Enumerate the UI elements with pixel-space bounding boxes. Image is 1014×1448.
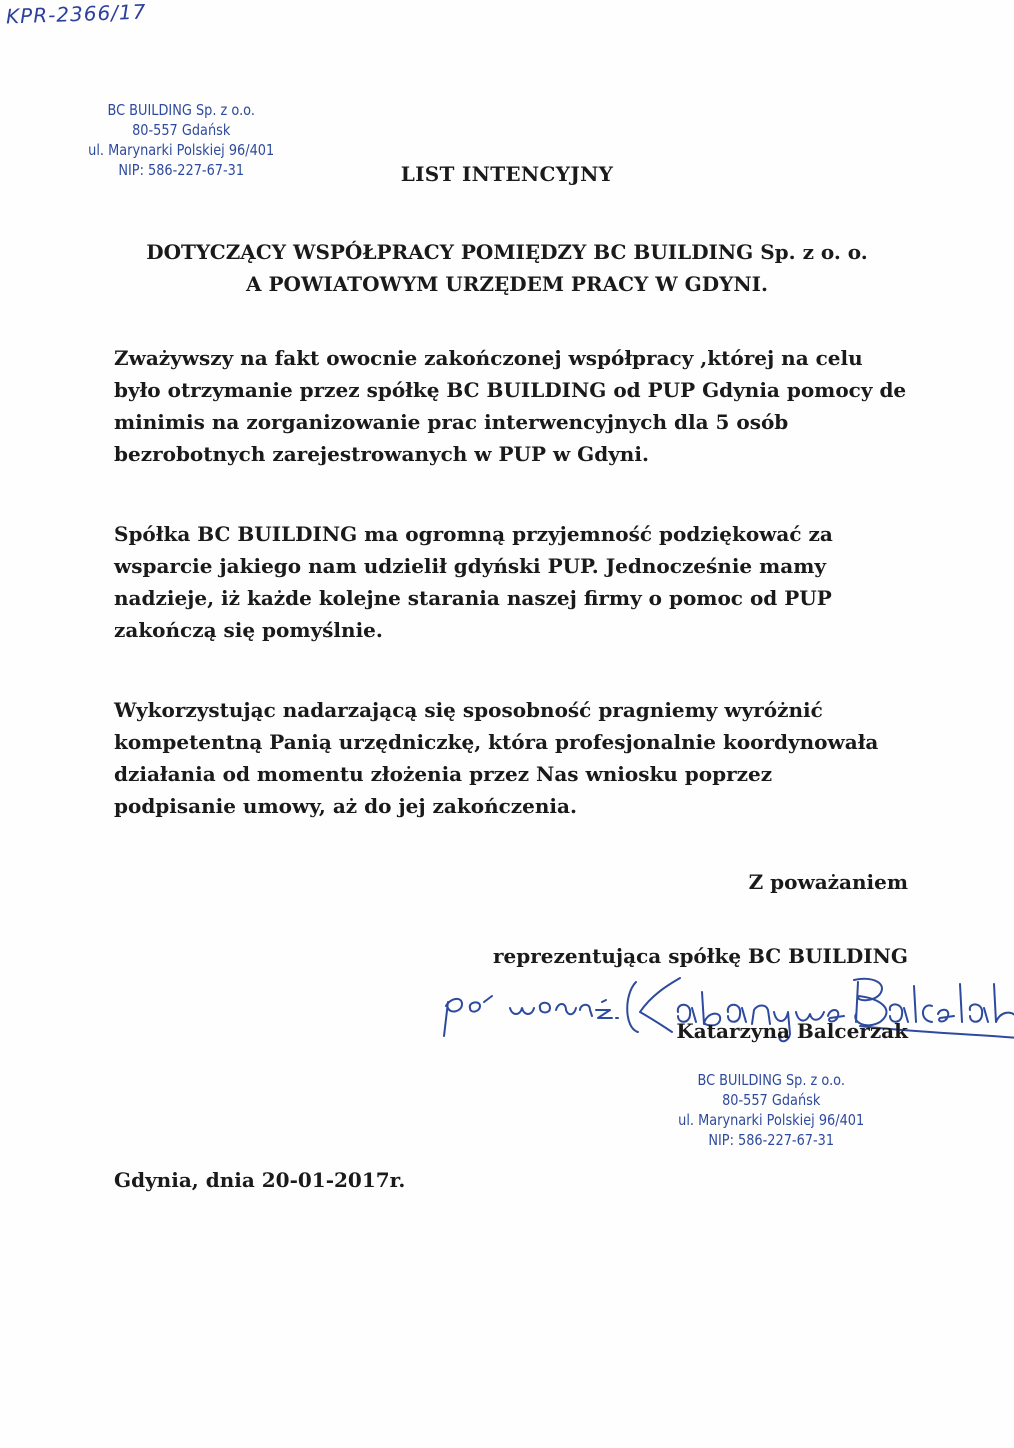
letter-title: LIST INTENCYJNY — [400, 162, 614, 186]
paragraph-line: wsparcie jakiego nam udzielił gdyński PUP. Jednocześnie mamy — [114, 554, 827, 578]
date-line: Gdynia, dnia 20-01-2017r. — [114, 1168, 406, 1192]
paragraph-line: zakończą się pomyślnie. — [114, 618, 383, 642]
company-stamp-bottom — [668, 1070, 874, 1150]
paragraph-3 — [114, 694, 914, 822]
stamp-nip: NIP: 586-227-67-31 — [118, 161, 245, 179]
paragraph-line: podpisanie umowy, aż do jej zakończenia. — [114, 794, 577, 818]
subtitle-line-2: A POWIATOWYM URZĘDEM PRACY W GDYNI. — [246, 272, 768, 296]
stamp-nip: NIP: 586-227-67-31 — [708, 1131, 835, 1149]
signer-name: Katarzyna Balcerzak — [676, 1019, 908, 1043]
paragraph-line: Wykorzystując nadarzającą się sposobność pragniemy wyróżnić — [114, 698, 823, 722]
paragraph-line: kompetentną Panią urzędniczkę, która profesjonalnie koordynowała — [114, 730, 879, 754]
letter-subtitle — [0, 236, 1014, 300]
paragraph-line: Spółka BC BUILDING ma ogromną przyjemność podziękować za — [114, 522, 833, 546]
paragraph-line: było otrzymanie przez spółkę BC BUILDING od PUP Gdynia pomocy de — [114, 378, 907, 402]
paragraph-line: bezrobotnych zarejestrowanych w PUP w Gdyni. — [114, 442, 649, 466]
handwritten-reference-number: KPR-2366/17 — [5, 0, 147, 29]
paragraph-line: nadzieje, iż każde kolejne starania naszej firmy o pomoc od PUP — [114, 586, 832, 610]
stamp-street: ul. Marynarki Polskiej 96/401 — [88, 141, 275, 159]
handwritten-signature — [440, 972, 1014, 1062]
subtitle-line-1: DOTYCZĄCY WSPÓŁPRACY POMIĘDZY BC BUILDING Sp. z o. o. — [146, 240, 868, 264]
paragraph-line: działania od momentu złożenia przez Nas wniosku poprzez — [114, 762, 773, 786]
paragraph-line: minimis na zorganizowanie prac interwencyjnych dla 5 osób — [114, 410, 789, 434]
paragraph-line: Zważywszy na fakt owocnie zakończonej współpracy ,której na celu — [114, 346, 863, 370]
stamp-company: BC BUILDING Sp. z o.o. — [107, 101, 255, 119]
paragraph-2 — [114, 518, 914, 646]
closing-salutation: Z poważaniem — [748, 870, 908, 894]
stamp-street: ul. Marynarki Polskiej 96/401 — [678, 1111, 865, 1129]
paragraph-1 — [114, 342, 914, 470]
stamp-city: 80-557 Gdańsk — [132, 121, 231, 139]
stamp-company: BC BUILDING Sp. z o.o. — [697, 1071, 845, 1089]
stamp-city: 80-557 Gdańsk — [722, 1091, 821, 1109]
representative-label: reprezentująca spółkę BC BUILDING — [492, 944, 908, 968]
